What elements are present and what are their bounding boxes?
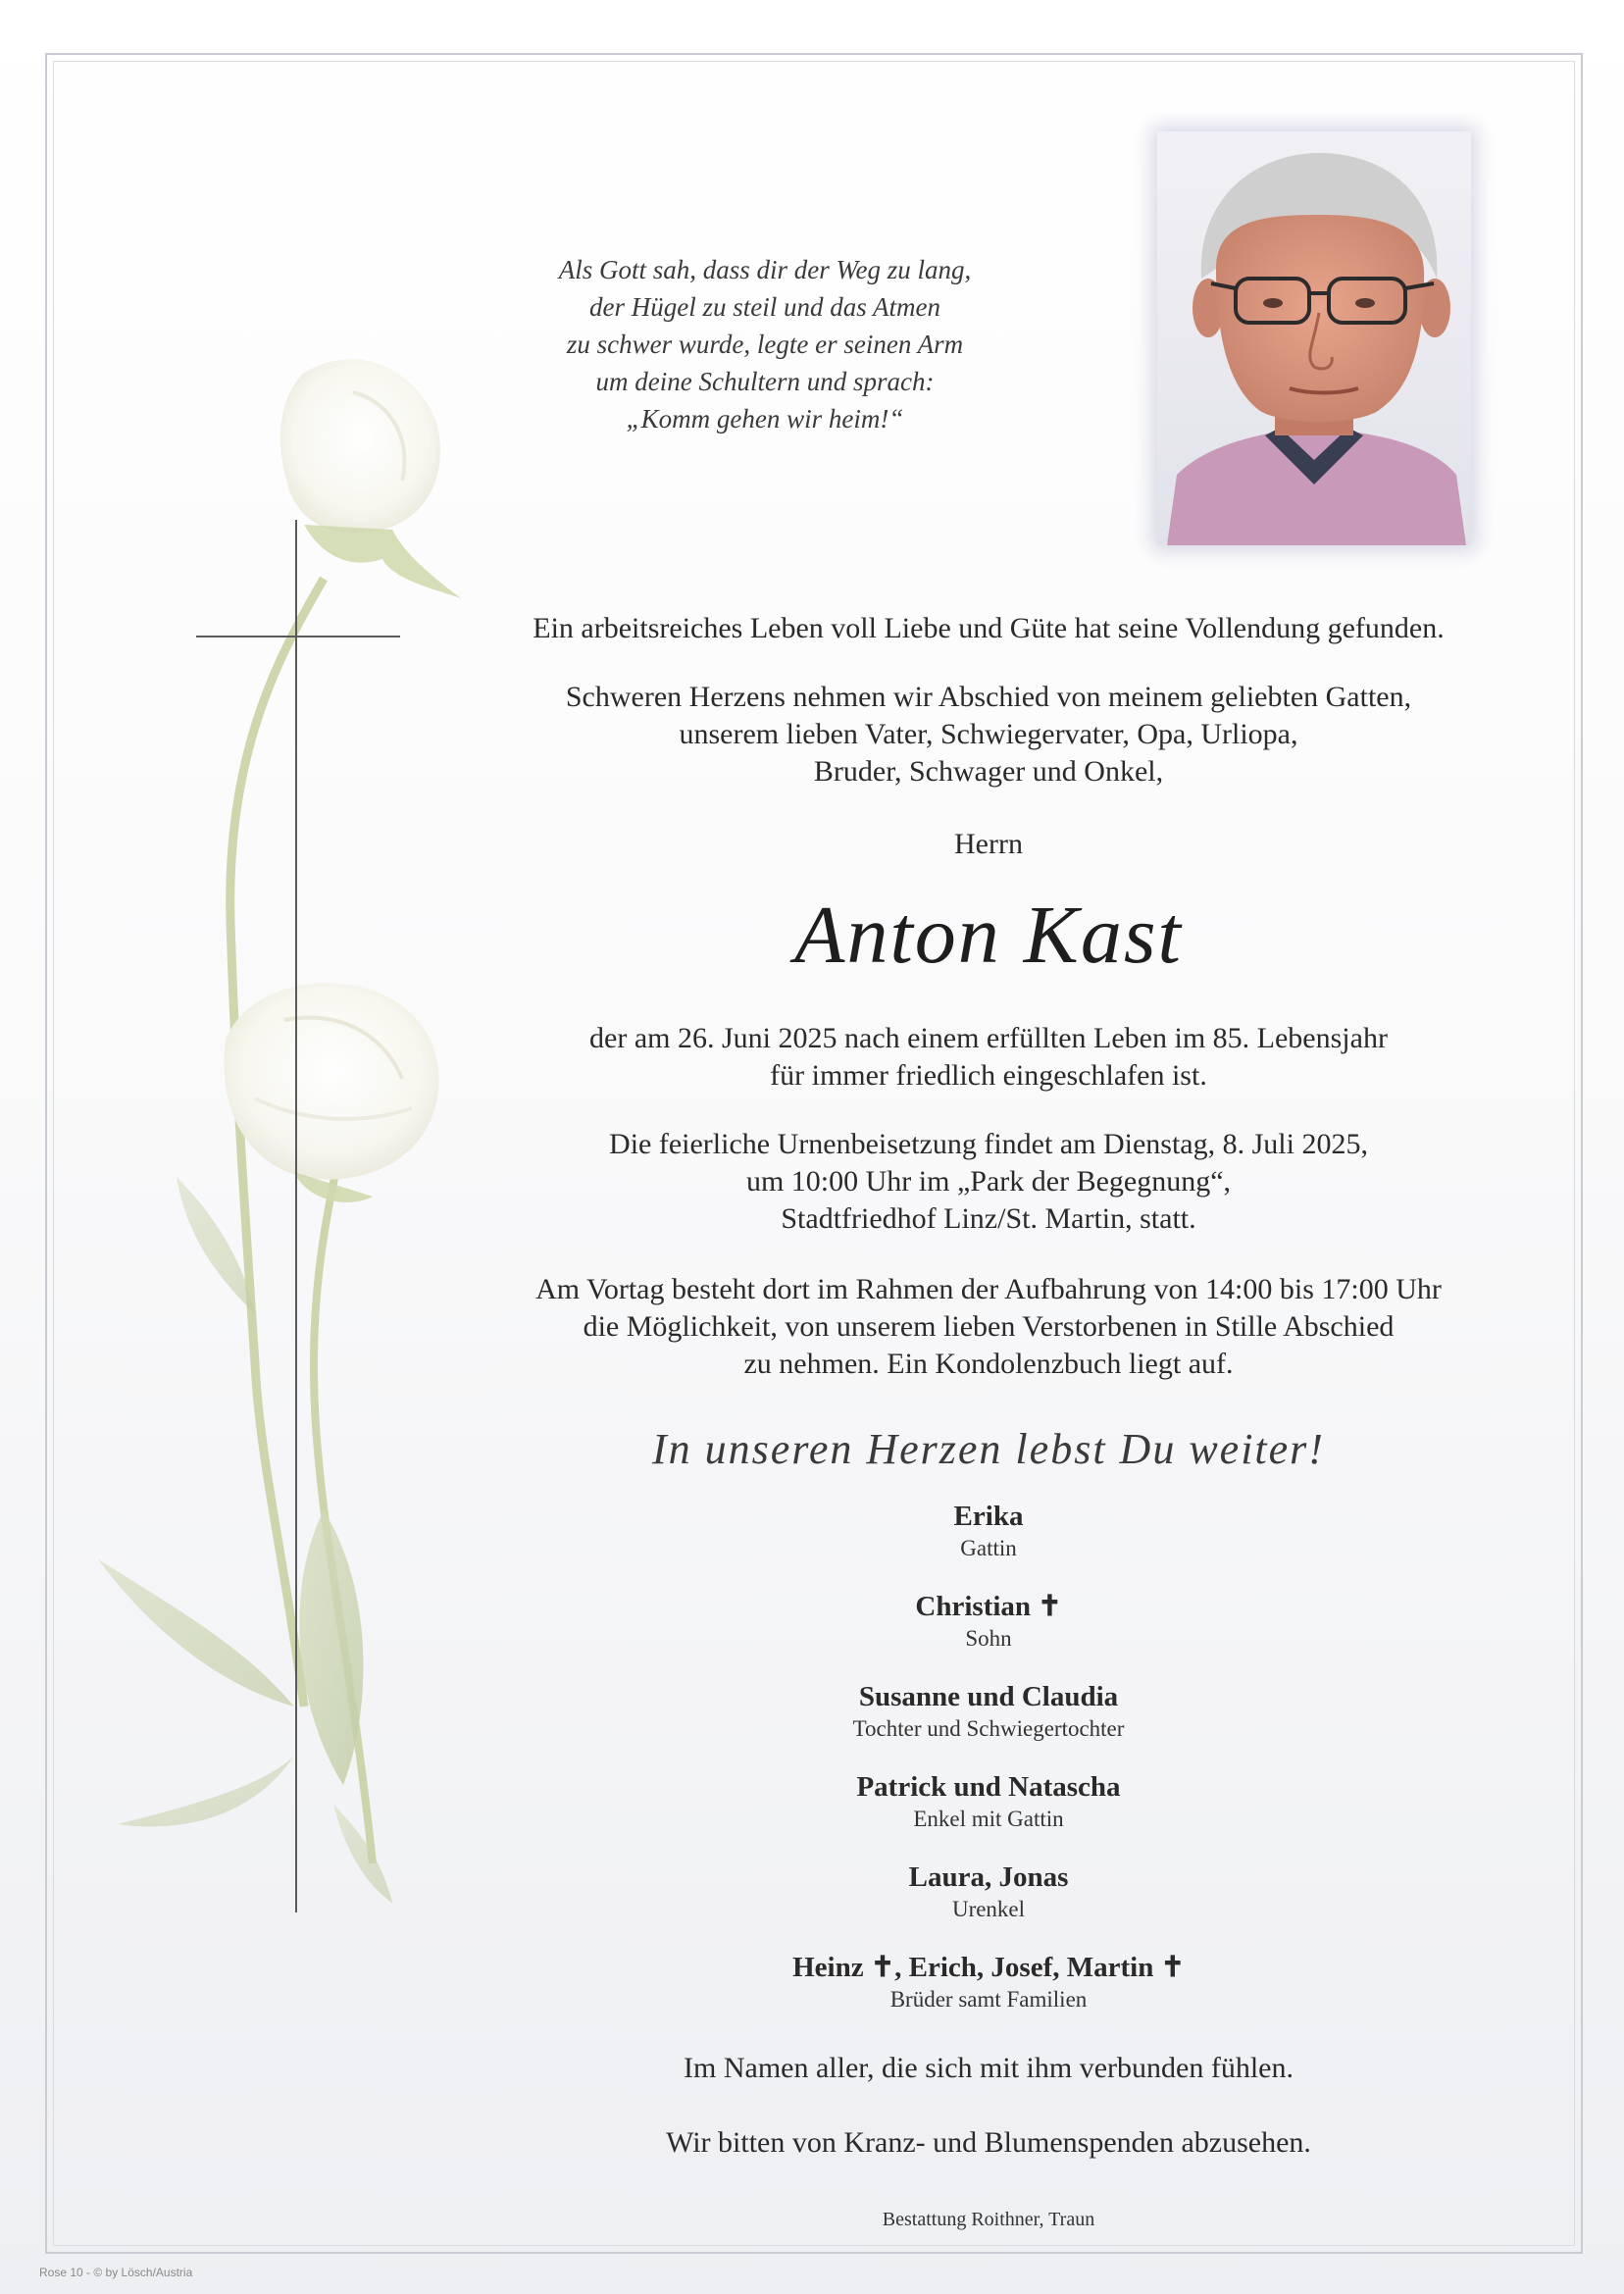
portrait-photo	[1157, 131, 1471, 545]
portrait-photo-frame	[1157, 131, 1471, 545]
farewell-line: Bruder, Schwager und Onkel,	[813, 755, 1164, 788]
family-member-role: Brüder samt Familien	[889, 1987, 1088, 2012]
family-entry	[490, 1860, 1487, 1950]
closing-line: Wir bitten von Kranz- und Blumenspenden abzusehen.	[666, 2126, 1311, 2159]
white-roses-illustration	[59, 333, 490, 2020]
closing-section	[490, 2050, 1487, 2087]
poem	[490, 251, 1040, 437]
poem-line: „Komm gehen wir heim!“	[626, 404, 904, 433]
death-notice	[490, 1020, 1487, 1095]
family-member-role: Enkel mit Gattin	[913, 1807, 1064, 1831]
viewing-line: Am Vortag besteht dort im Rahmen der Aufbahrung von 14:00 bis 17:00 Uhr	[535, 1273, 1442, 1305]
family-entry	[490, 1589, 1487, 1679]
motto-section	[490, 1424, 1487, 1475]
family-member-name: Laura, Jonas	[908, 1861, 1069, 1893]
family-entry	[490, 1679, 1487, 1769]
deceased-name-section	[490, 889, 1487, 983]
death-notice-line: für immer friedlich eingeschlafen ist.	[770, 1059, 1207, 1092]
death-notice-line: der am 26. Juni 2025 nach einem erfüllten Leben im 85. Lebensjahr	[589, 1022, 1388, 1054]
family-member-role: Urenkel	[951, 1897, 1026, 1921]
family-member-name: Patrick und Natascha	[856, 1771, 1121, 1803]
intro-section	[490, 610, 1487, 647]
poem-line: Als Gott sah, dass dir der Weg zu lang,	[558, 255, 972, 284]
cross-horizontal-bar	[196, 636, 400, 637]
family-member-name: Christian ✝	[915, 1591, 1062, 1622]
family-member-name: Susanne und Claudia	[858, 1681, 1119, 1712]
family-member-role: Tochter und Schwiegertochter	[852, 1716, 1125, 1741]
funeral-details	[490, 1126, 1487, 1238]
poem-line: zu schwer wurde, legte er seinen Arm	[566, 330, 964, 359]
farewell-section	[490, 679, 1487, 790]
poem-line: der Hügel zu steil und das Atmen	[589, 292, 940, 322]
funeral-line: um 10:00 Uhr im „Park der Begegnung“,	[745, 1165, 1232, 1198]
farewell-line: Schweren Herzens nehmen wir Abschied von meinem geliebten Gatten,	[565, 681, 1412, 713]
closing-line: Im Namen aller, die sich mit ihm verbunden fühlen.	[684, 2052, 1294, 2084]
family-entry	[490, 1950, 1487, 2040]
family-entry	[490, 1499, 1487, 1589]
undertaker-section	[490, 2207, 1487, 2232]
family-member-role: Sohn	[965, 1626, 1012, 1651]
poem-line: um deine Schultern und sprach:	[595, 367, 935, 396]
family-entry	[490, 1769, 1487, 1860]
family-member-role: Gattin	[960, 1536, 1017, 1560]
cross-vertical-bar	[295, 520, 297, 1912]
salutation-section	[490, 826, 1487, 863]
design-credit: Rose 10 - © by Lösch/Austria	[39, 2266, 193, 2279]
salutation: Herrn	[954, 828, 1023, 860]
viewing-details	[490, 1271, 1487, 1383]
undertaker: Bestattung Roithner, Traun	[882, 2209, 1095, 2230]
viewing-line: zu nehmen. Ein Kondolenzbuch liegt auf.	[743, 1348, 1234, 1380]
funeral-line: Stadtfriedhof Linz/St. Martin, statt.	[781, 1202, 1196, 1235]
family-member-name: Heinz ✝, Erich, Josef, Martin ✝	[792, 1952, 1185, 1983]
funeral-line: Die feierliche Urnenbeisetzung findet am Dienstag, 8. Juli 2025,	[609, 1128, 1368, 1160]
family-list	[490, 1499, 1487, 2040]
motto: In unseren Herzen lebst Du weiter!	[652, 1425, 1325, 1473]
closing-request-section	[490, 2124, 1487, 2162]
farewell-line: unserem lieben Vater, Schwiegervater, Opa, Urliopa,	[679, 718, 1298, 750]
deceased-name: Anton Kast	[794, 890, 1183, 981]
intro-line: Ein arbeitsreiches Leben voll Liebe und Güte hat seine Vollendung gefunden.	[533, 612, 1445, 644]
family-member-name: Erika	[953, 1501, 1024, 1532]
viewing-line: die Möglichkeit, von unserem lieben Verstorbenen in Stille Abschied	[583, 1310, 1395, 1343]
